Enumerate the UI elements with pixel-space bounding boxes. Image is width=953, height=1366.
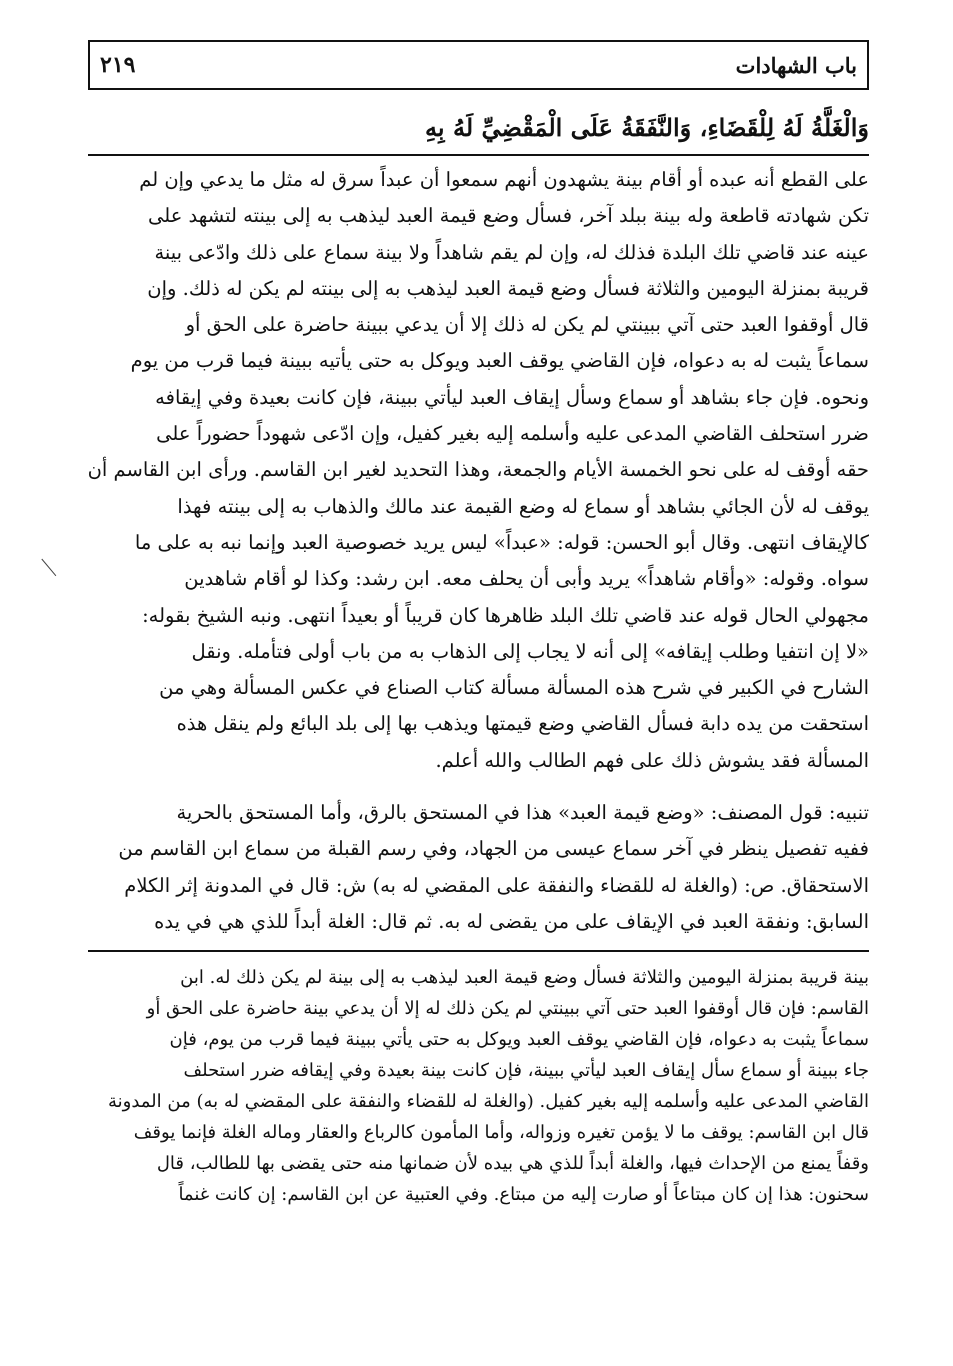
commentary-line: كالإيقاف انتهى. وقال أبو الحسن: قوله: «عبداً» ليس يريد خصوصية العبد وإنما نبه به على ما <box>134 530 869 554</box>
commentary-block <box>88 162 869 940</box>
footnote-line: سحنون: هذا إن كان مبتاعاً أو صارت إليه من مبتاع. وفي العتبية عن ابن القاسم: إن كانت غنماً <box>178 1184 869 1206</box>
footnote-line: قال ابن القاسم: يوقف ما لا يؤمن تغيره وزواله، وأما المأمون كالرباع والعقار وماله الغلة فإنما يوقف <box>133 1122 869 1144</box>
matn-text: وَالْغَلَّةُ لَهُ لِلْقَضَاءِ، وَالنَّفَقَةُ عَلَى الْمَقْضِيِّ لَهُ بِهِ <box>425 113 869 142</box>
tanbih-line: ففيه تفصيل ينظر في آخر سماع عيسى من الجهاد، وفي رسم القبلة من سماع ابن القاسم من <box>118 837 869 861</box>
paragraph-gap <box>88 779 869 795</box>
commentary-line: حقه أوقف له على نحو الخمسة الأيام والجمعة، وهذا التحديد لغير ابن القاسم. ورأى ابن القاسم أن <box>88 458 869 482</box>
footnote-line: القاضي المدعى عليه وأسلمه إليه بغير كفيل. (والغلة له للقضاء والنفقة على المقضي له به) من المدونة <box>107 1091 869 1113</box>
commentary-line: قريبة بمنزلة اليومين والثلاثة فسأل وضع قيمة العبد ليذهب به إلى بينته لم يكن له ذلك. وإن <box>147 276 869 300</box>
commentary-line: يوقف له لأن الجائي بشاهد أو سماع له وضع القيمة عند مالك والذهاب به إلى بينته فهذا <box>177 494 869 518</box>
footnote-line: جاء ببينة أو سماع سأل إيقاف العبد ليأتي ببينة، فإن كانت بينة بعيدة وفي إيقافه ضرر استحلف <box>183 1060 869 1082</box>
page-header <box>88 40 869 90</box>
footnote-line: بينة قريبة بمنزلة اليومين والثلاثة فسأل وضع قيمة العبد ليذهب به إلى بينة لم يكن ذلك له. ابن <box>180 967 869 989</box>
margin-pen-mark <box>41 546 71 576</box>
tanbih-line: تنبيه: قول المصنف: «وضع قيمة العبد» هذا في المستحق بالرق، وأما المستحق بالحرية <box>176 801 869 825</box>
commentary-line: الشارح في الكبير في شرح هذه المسألة مسألة كتاب الصناع في عكس المسألة وهي من <box>159 676 869 700</box>
footnote-divider <box>88 950 869 952</box>
tanbih-line: الاستحقاق. ص: (والغلة له للقضاء والنفقة على المقضي له به) ش: قال في المدونة إثر الكلام <box>124 873 869 897</box>
top-divider <box>88 154 869 156</box>
commentary-line: ضرر استحلف القاضي المدعى عليه وأسلمه إليه بغير كفيل، وإن ادّعى شهوداً حضوراً على <box>156 422 869 446</box>
commentary-line: مجهولي الحال قوله عند قاضي تلك البلد ظاهرها كان قريباً أو بعيداً انتهى. ونبه الشيخ بقوله: <box>142 603 869 627</box>
commentary-line: على القطع أنه عبده أو أقام بينة يشهدون أنهم سمعوا أن عبداً سرق له مثل ما يدعي وإن لم <box>139 168 869 191</box>
commentary-line: «لا إن انتفيا وطلب إيقافه» إلى أنه لا يجاب إلى الذهاب به من باب أولى فتأمله. ونقل <box>191 639 869 663</box>
commentary-line: تكن شهادته قاطعة وله بينة ببلد آخر، فسأل وضع قيمة العبد ليذهب به إلى بينته لتشهد على <box>148 204 869 228</box>
commentary-line: ونحوه. فإن جاء بشاهد أو سماع وسأل إيقاف العبد ليأتي ببينة، فإن كانت بعيدة وفي إيقافه <box>155 385 869 409</box>
chapter-title: باب الشهادات <box>735 52 857 78</box>
footnote-line: وقفاً يمنع من الإحداث فيها، والغلة أبداً للذي هي بيده لأن ضمانها منه حتى يقضى بها للطالب، قال <box>156 1153 869 1175</box>
commentary-line: قال أوقفوا العبد حتى آتي ببينتي لم يكن له ذلك إلا أن يدعي ببينة حاضرة على الحق أو <box>185 313 869 337</box>
commentary-line: سماعاً يثبت له به دعواه، فإن القاضي يوقف العبد ويوكل به حتى يأتيه ببينة فيما قرب من يوم <box>130 349 869 373</box>
tanbih-line: السابق: ونفقة العبد في الإيقاف على من يقضى له به. ثم قال: الغلة أبداً للذي هي في يده <box>154 909 869 933</box>
footnotes-block <box>88 962 869 1210</box>
footnote-line: القاسم: فإن قال أوقفوا العبد حتى آتي ببينتي لم يكن ذلك له إلا أن يدعي بينة حاضرة على الحق أو <box>146 998 869 1020</box>
footnote-line: سماعاً يثبت به دعواه، فإن القاضي يوقف العبد ويوكل به حتى يأتي ببينة فيما قرب من يوم، فإن <box>169 1029 869 1051</box>
page-number: ٢١٩ <box>100 52 136 78</box>
commentary-line: استحقت من يده دابة فسأل القاضي وضع قيمتها ويذهب بها إلى بلد البائع ولم ينقل هذه <box>176 712 869 736</box>
commentary-line: سواه. وقوله: «وأقام شاهداً» يريد وأبى أن يحلف معه. ابن رشد: وكذا لو أقام شاهدين <box>184 567 869 591</box>
commentary-line: المسألة فقد يشوش ذلك على فهم الطالب والله أعلم. <box>435 748 869 772</box>
commentary-line: عينه عند قاضي تلك البلدة فذلك له، وإن لم يقم شاهداً ولا بينة سماع على ذلك وادّعى بينة <box>154 240 869 264</box>
